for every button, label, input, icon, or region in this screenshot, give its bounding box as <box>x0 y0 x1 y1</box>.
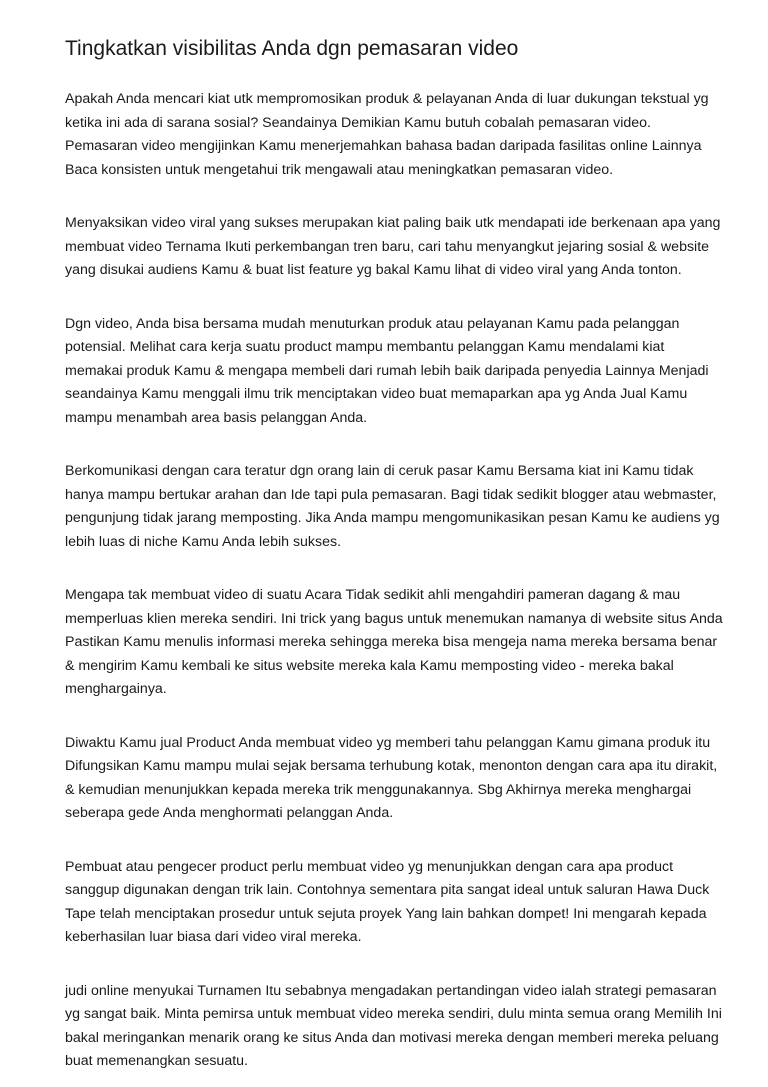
paragraph: Berkomunikasi dengan cara teratur dgn orang lain di ceruk pasar Kamu Bersama kiat ini Kamu tidak hanya mampu bertukar arahan dan Ide tapi pula pemasaran. Bagi tidak sedikit blogger atau webmaster, pengunjung tidak jarang memposting. Jika Anda mampu mengomunikasikan pesan Kamu ke audiens yg lebih luas di niche Kamu Anda lebih sukses. <box>65 463 720 550</box>
paragraph: Apakah Anda mencari kiat utk mempromosikan produk & pelayanan Anda di luar dukungan tekstual yg ketika ini ada di sarana sosial? Seandainya Demikian Kamu butuh cobalah pemasaran video. Pemasaran video mengijinkan Kamu menerjemahkan bahasa badan daripada fasilitas online Lainnya Baca konsisten untuk mengetahui trik mengawali atau meningkatkan pemasaran video. <box>65 91 709 178</box>
paragraph: judi online menyukai Turnamen Itu sebabnya mengadakan pertandingan video ialah strategi pemasaran yg sangat baik. Minta pemirsa untuk membuat video mereka sendiri, dulu minta semua orang Memilih Ini bakal meringankan menarik orang ke situs Anda dan motivasi mereka dengan memberi mereka peluang buat memenangkan sesuatu. <box>65 982 722 1069</box>
paragraph: Dgn video, Anda bisa bersama mudah menuturkan produk atau pelayanan Kamu pada pelanggan potensial. Melihat cara kerja suatu product mampu membantu pelanggan Kamu mendalami kiat memakai produk Kamu & mengapa membeli dari rumah lebih baik daripada penyedia Lainnya Menjadi seandainya Kamu menggali ilmu trik menciptakan video buat memaparkan apa yg Anda Jual Kamu mampu menambah area basis pelanggan Anda. <box>65 315 709 426</box>
paragraph: Diwaktu Kamu jual Product Anda membuat video yg memberi tahu pelanggan Kamu gimana produk itu Difungsikan Kamu mampu mulai sejak bersama terhubung kotak, menonton dengan cara apa itu dirakit, & kemudian menunjukkan kepada mereka trik menggunakannya. Sbg Akhirnya mereka menghargai seberapa gede Anda menghormati pelanggan Anda. <box>65 734 718 821</box>
paragraph: Pembuat atau pengecer product perlu membuat video yg menunjukkan dengan cara apa product sanggup digunakan dengan trik lain. Contohnya sementara pita sangat ideal untuk saluran Hawa Duck Tape telah menciptakan prosedur untuk sejuta proyek Yang lain bahkan dompet! Ini mengarah kepada keberhasilan luar biasa dari video viral mereka. <box>65 858 710 945</box>
paragraph: Menyaksikan video viral yang sukses merupakan kiat paling baik utk mendapati ide berkenaan apa yang membuat video Ternama Ikuti perkembangan tren baru, cari tahu menyangkut jejaring sosial & website yang disukai audiens Kamu & buat list feature yg bakal Kamu lihat di video viral yang Anda tonton. <box>65 215 721 278</box>
document-title: Tingkatkan visibilitas Anda dgn pemasaran video <box>65 37 519 60</box>
paragraph: Mengapa tak membuat video di suatu Acara Tidak sedikit ahli mengahdiri pameran dagang & mau memperluas klien mereka sendiri. Ini trick yang bagus untuk menemukan namanya di website situs Anda Pastikan Kamu menulis informasi mereka sehingga mereka bisa mengeja nama mereka bersama benar & mengirim Kamu kembali ke situs website mereka kala Kamu memposting video - mereka bakal menghargainya. <box>65 587 723 697</box>
